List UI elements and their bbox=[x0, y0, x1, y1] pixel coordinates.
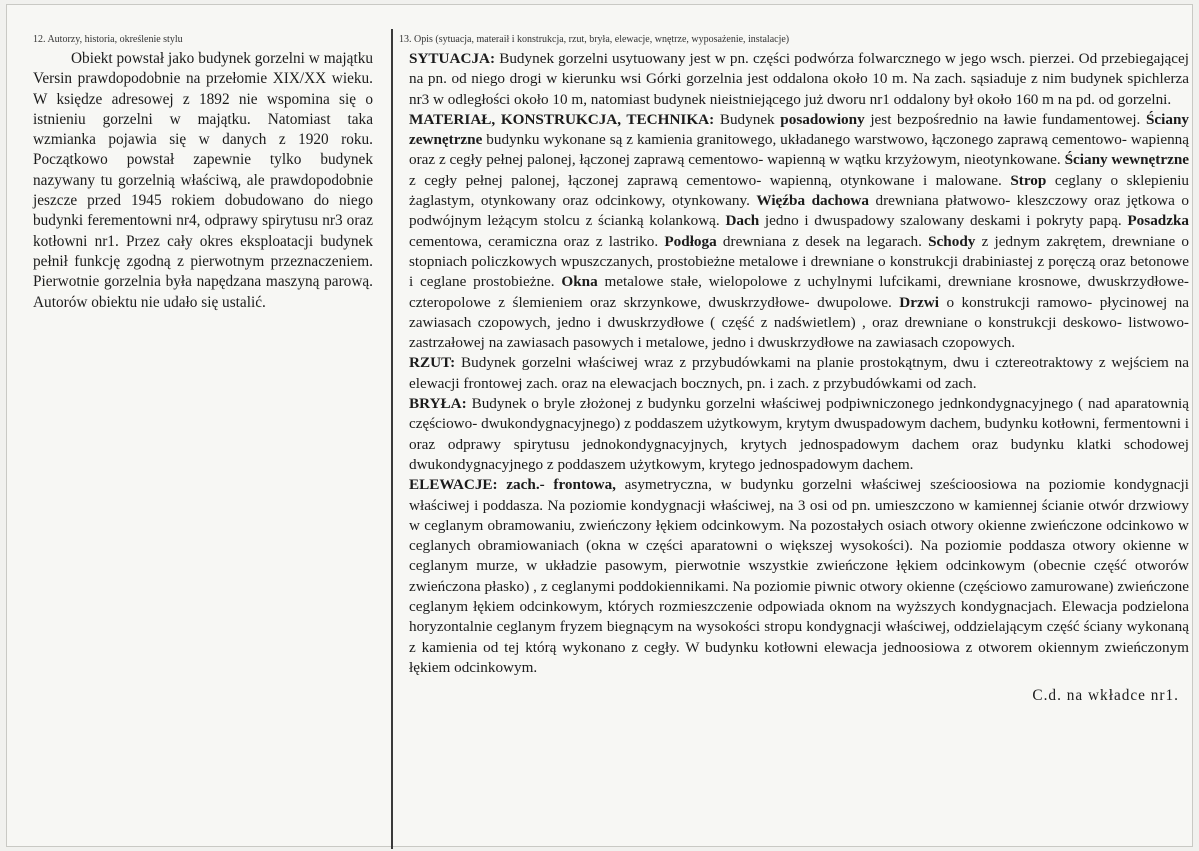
history-text: Obiekt powstał jako budynek gorzelni w majątku Versin prawdopodobnie na przełomie XIX/XX wieku. W księdze adresowej z 1892 nie wspomina się o istnieniu gorzelni w majątku. Natomiast taka wzmianka pojawia się w danych z 1920 roku. Początkowo powstał zapewnie tylko budynek nazywany tu gorzelnią właściwą, ale prawdopodobnie jeszcze przed 1945 rokiem dobudowano do niego budynki ferementowni nr4, odprawy spirytusu nr3 oraz kotłowni nr1. Przez cały okres eksploatacji budynek pełnił funkcję zgodną z pierwotnym przeznaczeniem. Pierwotnie gorzelnia była napędzana maszyną parową. Autorów obiektu nie udało się ustalić. bbox=[33, 50, 373, 311]
column-divider bbox=[391, 29, 393, 849]
material-term: posadowiony bbox=[780, 110, 865, 128]
material-term: Okna bbox=[561, 273, 598, 291]
material-term: Podłoga bbox=[664, 232, 717, 250]
rzut-paragraph bbox=[409, 353, 1189, 394]
section-12-heading: 12. Autorzy, historia, określenie stylu bbox=[33, 34, 183, 45]
material-text: cementowa, ceramiczna oraz z lastriko. bbox=[409, 232, 659, 250]
material-term: Schody bbox=[928, 232, 976, 250]
bryla-paragraph bbox=[409, 394, 1189, 475]
material-text: drewniana z desek na legarach. bbox=[722, 232, 922, 250]
material-text: jedno i dwuspadowy szalowany deskami i pokryty papą. bbox=[764, 212, 1122, 230]
material-text: z jednym zakrętem, drewniane o stopniach policzkowych wpuszczanych, prostobieżne metalowe i drewniane o konstrukcji drabiniastej z poręczą oraz betonowe i ceglane prostobieżne. bbox=[409, 232, 1190, 291]
material-term: Posadzka bbox=[1127, 212, 1190, 230]
sytuacja-paragraph bbox=[409, 49, 1189, 110]
section-13-heading: 13. Opis (sytuacja, materaił i konstrukcja, rzut, bryła, elewacje, wnętrze, wyposażenie, instalacje) bbox=[399, 34, 790, 45]
left-column bbox=[33, 33, 373, 313]
material-text: z cegły pełnej palonej, łączonej zaprawą cementowo- wapienną, otynkowane i malowane. bbox=[409, 171, 1002, 189]
section-13-body bbox=[409, 49, 1189, 678]
rzut-label: RZUT: bbox=[409, 354, 456, 372]
material-term: Ściany wewnętrzne bbox=[1064, 151, 1190, 169]
material-term: Strop bbox=[1010, 171, 1047, 189]
continuation-note: C.d. na wkładce nr1. bbox=[1032, 687, 1179, 705]
material-label: MATERIAŁ, KONSTRUKCJA, TECHNIKA: bbox=[409, 110, 715, 128]
material-text: o konstrukcji ramowo- płycinowej na zawiasach czopowych, jedno i dwuskrzydłowe ( część z nadświetlem) , oraz drewniane o konstrukcji deskowo- listwowo- zastrzałowej na zawiasach pasowych i metalowe, jedno i dwuskrzydłowe na zawiasach czopowych. bbox=[409, 293, 1190, 352]
sytuacja-label: SYTUACJA: bbox=[409, 50, 496, 67]
elewacje-text: asymetryczna, w budynku gorzelni właściwej sześcioosiowa na poziomie kondygnacji właściwej i poddasza. Na poziomie kondygnacji właściwej, na 3 osi od pn. umieszczono w kamiennej ścianie otwór drzwiowy w ceglanym obramowaniu, zwieńczony łękiem odcinkowym. Na pozostałych osiach otwory okienne zwieńczone odcinkowo w ceglanych obramiowaniach (okna w części aparatowni o większej wysokości). Na poziomie poddasza otwory okienne w ceglanym murze, w układzie pasowym, pierwotnie wszystkie zwieńczone łękiem odcinkowym (obecnie część otworów zwieńczona płasko) , z ceglanymi poddokiennikami. Na poziomie piwnic otwory okienne (częściowo zamurowane) zwieńczone ceglanym łękiem odcinkowym, których rozmieszczenie odpowiada oknom na wyższych kondygnacjach. Elewacja podzielona horyzontalnie ceglanym fryzem biegnącym na wysokości stropu kondygnacji właściwej, oddzielającym część ściany wykonaną z kamienia od tej którą wykonano z cegły. W budynku kotłowni elewacja jednoosiowa z otworem okiennym zwieńczonym łękiem odcinkowym. bbox=[409, 476, 1189, 676]
bryla-text: Budynek o bryle złożonej z budynku gorzelni właściwej podpiwniczonego jednkondygnacyjnego ( nad aparatownią częściowo- dwukondygnacyjnego) z poddaszem użytkowym, krytym dwuspadowym dachem, budynku kotłowni, fermentowni i oraz odprawy spirytusu jednokondygnacyjnych, krytych jednospadowym dachem oraz budynku klatki schodowej dwukondygnacyjnego z poddaszem użytkowym, krytego jednospadowym dachem. bbox=[409, 395, 1189, 473]
material-text: budynku wykonane są z kamienia granitowego, układanego warstwowo, łączonego zaprawą cementowo- wapienną oraz z cegły pełnej palonej, łączonej zaprawą cementowo- wapienną w wątku krzyżowym, nieotynkowane. bbox=[409, 131, 1189, 169]
material-text: metalowe stałe, wielopolowe z uchylnymi lufcikami, drewniane krosnowe, dwuskrzydłowe- czteropolowe z ślemieniem oraz skrzynkowe, dwuskrzydłowe- dwupolowe. bbox=[409, 273, 1189, 311]
material-text: ceglany o sklepieniu żaglastym, otynkowany oraz odcinkowy, otynkowany. bbox=[409, 171, 1190, 210]
right-column bbox=[399, 33, 1189, 707]
bryla-label: BRYŁA: bbox=[409, 395, 467, 413]
rzut-text: Budynek gorzelni właściwej wraz z przybudówkami na planie prostokątnym, dwu i cztereotraktowy z wejściem na elewacji frontowej zach. oraz na elewacjach bocznych, pn. i zach. z przybudówkami od zach. bbox=[409, 354, 1190, 392]
material-term: Więźba dachowa bbox=[756, 192, 869, 210]
material-term: Ściany zewnętrzne bbox=[409, 110, 1190, 149]
sytuacja-text: Budynek gorzelni usytuowany jest w pn. części podwórza folwarcznego w jego wsch. pierzei. Od przebiegającej na pn. od niego drogi w kierunku wsi Górki gorzelnia jest oddalona około 10 m. Na zach. sąsiaduje z nim budynek spichlerza nr3 w odległości około 10 m, natomiast budynek nieistniejącego już dworu nr1 oddalony był około 160 m na pd. od gorzelni. bbox=[409, 50, 1189, 108]
material-text: Budynek bbox=[719, 110, 775, 128]
elewacje-label: ELEWACJE: zach.- frontowa, bbox=[409, 476, 616, 494]
section-12-body bbox=[33, 49, 373, 313]
elewacje-paragraph bbox=[409, 475, 1189, 678]
document-page bbox=[6, 4, 1193, 847]
material-text: jest bezpośrednio na ławie fundamentowej. bbox=[870, 110, 1141, 128]
material-term: Drzwi bbox=[899, 293, 939, 311]
material-paragraph bbox=[409, 110, 1189, 354]
material-term: Dach bbox=[725, 212, 760, 230]
material-text: drewniana płatwowo- kleszczowy oraz jętkowa o podwójnym leżącym stolcu z ścianką kolankową. bbox=[409, 192, 1190, 230]
